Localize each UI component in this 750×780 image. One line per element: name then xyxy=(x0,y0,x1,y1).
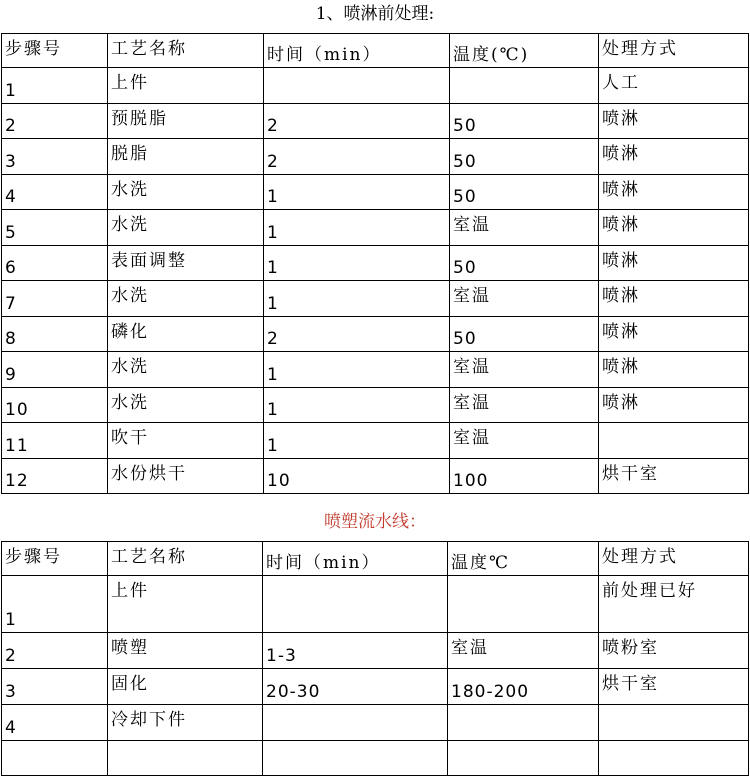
cell-method: 喷淋 xyxy=(599,281,749,317)
cell-method: 烘干室 xyxy=(599,669,749,705)
cell-temp: 100 xyxy=(450,458,599,494)
table-row xyxy=(2,576,749,633)
cell-method: 喷淋 xyxy=(599,139,749,175)
cell-time: 1 xyxy=(264,387,450,423)
header-step: 步骤号 xyxy=(2,34,108,68)
cell-step: 12 xyxy=(2,458,108,494)
cell-step: 10 xyxy=(2,387,108,423)
cell-time: 1 xyxy=(264,352,450,388)
header-time: 时间（min） xyxy=(263,542,448,576)
cell-process: 冷却下件 xyxy=(108,705,263,741)
cell-method: 喷淋 xyxy=(599,103,749,139)
cell-process: 脱脂 xyxy=(108,139,264,175)
cell-step: 2 xyxy=(2,633,108,669)
cell-step: 11 xyxy=(2,423,108,459)
cell-time: 1 xyxy=(264,245,450,281)
spray-line-table xyxy=(1,541,749,776)
cell-temp xyxy=(450,68,599,104)
cell-process: 水洗 xyxy=(108,352,264,388)
table-row xyxy=(2,633,749,669)
table-row xyxy=(2,281,749,317)
cell-temp: 50 xyxy=(450,103,599,139)
cell-time: 1 xyxy=(264,174,450,210)
cell-step: 2 xyxy=(2,103,108,139)
cell-process: 表面调整 xyxy=(108,245,264,281)
header-method: 处理方式 xyxy=(599,34,749,68)
table-row xyxy=(2,210,749,246)
cell-method xyxy=(599,741,749,776)
cell-step: 5 xyxy=(2,210,108,246)
cell-method: 喷淋 xyxy=(599,210,749,246)
cell-time xyxy=(263,705,448,741)
cell-step: 4 xyxy=(2,174,108,210)
cell-temp: 室温 xyxy=(448,633,599,669)
pretreatment-table xyxy=(1,33,749,494)
cell-process: 吹干 xyxy=(108,423,264,459)
table-row xyxy=(2,139,749,175)
cell-time xyxy=(263,741,448,776)
cell-temp: 室温 xyxy=(450,210,599,246)
header-temp: 温度(℃) xyxy=(450,34,599,68)
cell-step xyxy=(2,741,108,776)
cell-temp: 50 xyxy=(450,139,599,175)
table-row xyxy=(2,103,749,139)
header-process: 工艺名称 xyxy=(108,542,263,576)
table-row xyxy=(2,705,749,741)
cell-process: 上件 xyxy=(108,576,263,633)
cell-temp: 50 xyxy=(450,174,599,210)
cell-time: 10 xyxy=(264,458,450,494)
cell-time: 1 xyxy=(264,210,450,246)
cell-step: 3 xyxy=(2,669,108,705)
cell-time xyxy=(263,576,448,633)
table-row xyxy=(2,352,749,388)
cell-step: 8 xyxy=(2,316,108,352)
cell-time: 2 xyxy=(264,139,450,175)
cell-temp: 室温 xyxy=(450,352,599,388)
cell-method: 人工 xyxy=(599,68,749,104)
cell-method: 烘干室 xyxy=(599,458,749,494)
table-row xyxy=(2,245,749,281)
table-row xyxy=(2,174,749,210)
cell-process: 水洗 xyxy=(108,174,264,210)
table-row xyxy=(2,669,749,705)
cell-temp xyxy=(448,741,599,776)
cell-process: 水洗 xyxy=(108,387,264,423)
cell-method: 前处理已好 xyxy=(599,576,749,633)
cell-process: 水份烘干 xyxy=(108,458,264,494)
section2-title: 喷塑流水线： xyxy=(324,512,426,532)
cell-process: 水洗 xyxy=(108,281,264,317)
cell-method xyxy=(599,705,749,741)
section1-title: 1、喷淋前处理: xyxy=(315,4,435,24)
table-row xyxy=(2,387,749,423)
cell-step: 3 xyxy=(2,139,108,175)
cell-method: 喷淋 xyxy=(599,387,749,423)
cell-method: 喷淋 xyxy=(599,174,749,210)
cell-process: 喷塑 xyxy=(108,633,263,669)
cell-step: 4 xyxy=(2,705,108,741)
cell-method: 喷粉室 xyxy=(599,633,749,669)
cell-process: 预脱脂 xyxy=(108,103,264,139)
cell-time: 1-3 xyxy=(263,633,448,669)
header-method: 处理方式 xyxy=(599,542,749,576)
cell-step: 1 xyxy=(2,576,108,633)
cell-step: 6 xyxy=(2,245,108,281)
header-process: 工艺名称 xyxy=(108,34,264,68)
table-row xyxy=(2,316,749,352)
cell-temp xyxy=(448,705,599,741)
table-row xyxy=(2,458,749,494)
header-row xyxy=(2,542,749,576)
cell-process: 上件 xyxy=(108,68,264,104)
cell-time: 1 xyxy=(264,423,450,459)
header-temp: 温度℃ xyxy=(448,542,599,576)
cell-step: 7 xyxy=(2,281,108,317)
cell-time: 2 xyxy=(264,316,450,352)
cell-temp: 50 xyxy=(450,316,599,352)
table-row xyxy=(2,68,749,104)
cell-temp: 室温 xyxy=(450,387,599,423)
cell-method: 喷淋 xyxy=(599,316,749,352)
cell-temp xyxy=(448,576,599,633)
header-step: 步骤号 xyxy=(2,542,108,576)
cell-process xyxy=(108,741,263,776)
table-row xyxy=(2,741,749,776)
cell-process: 磷化 xyxy=(108,316,264,352)
cell-method xyxy=(599,423,749,459)
cell-temp: 室温 xyxy=(450,423,599,459)
cell-temp: 室温 xyxy=(450,281,599,317)
header-row xyxy=(2,34,749,68)
cell-time: 2 xyxy=(264,103,450,139)
cell-process: 固化 xyxy=(108,669,263,705)
cell-step: 1 xyxy=(2,68,108,104)
cell-method: 喷淋 xyxy=(599,245,749,281)
cell-process: 水洗 xyxy=(108,210,264,246)
cell-time xyxy=(264,68,450,104)
cell-step: 9 xyxy=(2,352,108,388)
cell-temp: 50 xyxy=(450,245,599,281)
cell-time: 20-30 xyxy=(263,669,448,705)
table-row xyxy=(2,423,749,459)
cell-method: 喷淋 xyxy=(599,352,749,388)
cell-temp: 180-200 xyxy=(448,669,599,705)
header-time: 时间（min） xyxy=(264,34,450,68)
cell-time: 1 xyxy=(264,281,450,317)
